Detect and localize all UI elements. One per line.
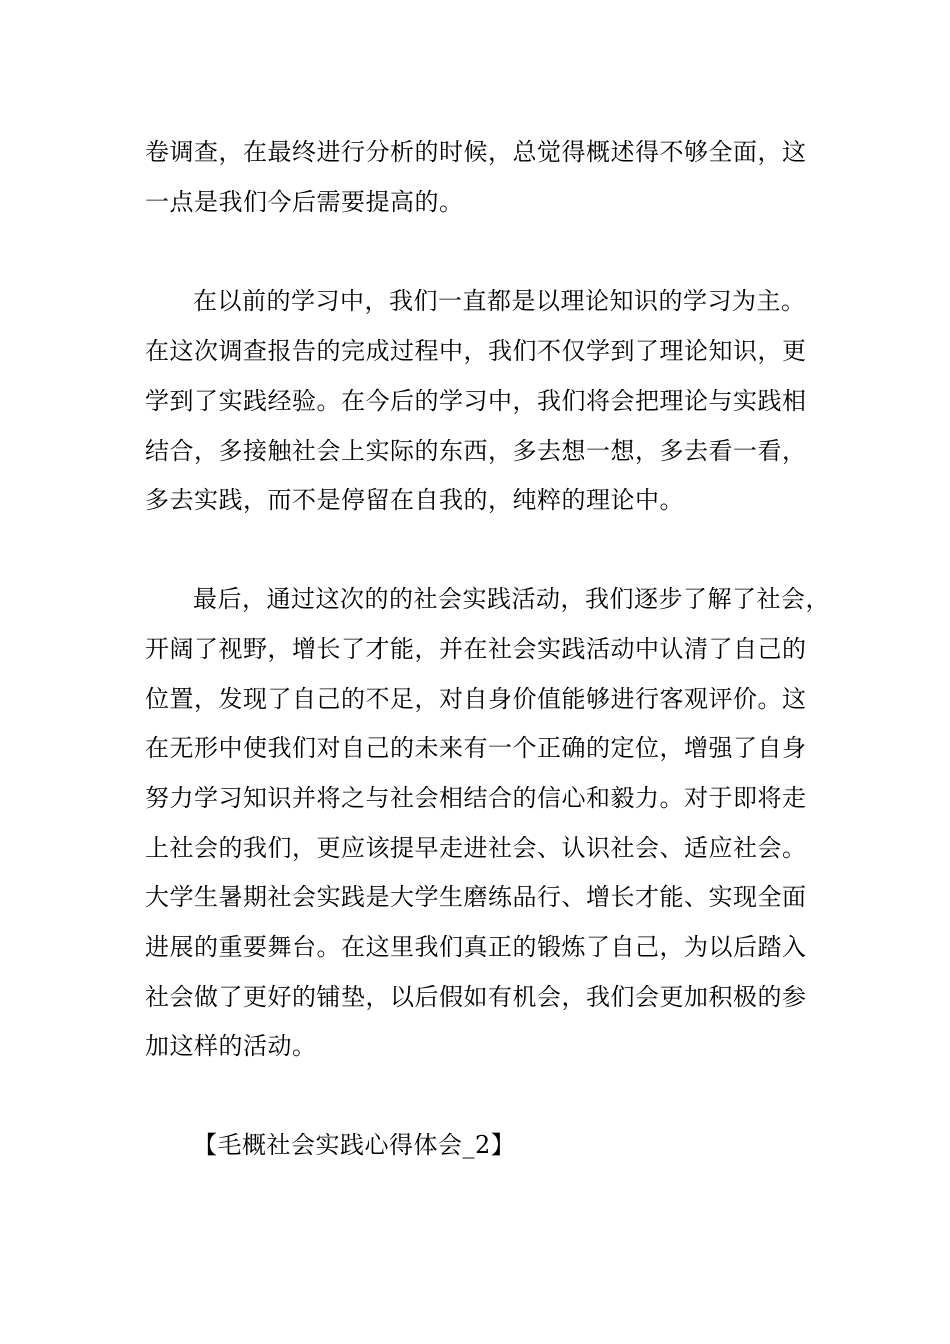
section-heading: 【毛概社会实践心得体会_2】 <box>193 1131 516 1159</box>
paragraph-line: 位置，发现了自己的不足，对自身价值能够进行客观评价。这 <box>145 685 807 713</box>
paragraph-line: 在无形中使我们对自己的未来有一个正确的定位，增强了自身 <box>145 734 807 762</box>
paragraph-line: 努力学习知识并将之与社会相结合的信心和毅力。对于即将走 <box>145 784 807 812</box>
paragraph-line: 学到了实践经验。在今后的学习中，我们将会把理论与实践相 <box>145 387 807 415</box>
paragraph-line: 上社会的我们，更应该提早走进社会、认识社会、适应社会。 <box>145 834 807 862</box>
paragraph-line: 在以前的学习中，我们一直都是以理论知识的学习为主。 <box>193 287 806 315</box>
paragraph-line: 加这样的活动。 <box>145 1032 317 1060</box>
paragraph-line: 卷调查，在最终进行分析的时候，总觉得概述得不够全面，这 <box>145 138 807 166</box>
paragraph-line: 进展的重要舞台。在这里我们真正的锻炼了自己，为以后踏入 <box>145 933 807 961</box>
paragraph-line: 一点是我们今后需要提高的。 <box>145 188 464 216</box>
paragraph-line: 在这次调查报告的完成过程中，我们不仅学到了理论知识，更 <box>145 337 807 365</box>
paragraph-line: 最后，通过这次的的社会实践活动，我们逐步了解了社会， <box>193 585 830 613</box>
paragraph-line: 多去实践，而不是停留在自我的，纯粹的理论中。 <box>145 486 684 514</box>
paragraph-line: 大学生暑期社会实践是大学生磨练品行、增长才能、实现全面 <box>145 883 807 911</box>
paragraph-line: 结合，多接触社会上实际的东西，多去想一想，多去看一看， <box>145 437 807 465</box>
paragraph-line: 开阔了视野，增长了才能，并在社会实践活动中认清了自己的 <box>145 635 807 663</box>
paragraph-line: 社会做了更好的铺垫，以后假如有机会，我们会更加积极的参 <box>145 983 807 1011</box>
